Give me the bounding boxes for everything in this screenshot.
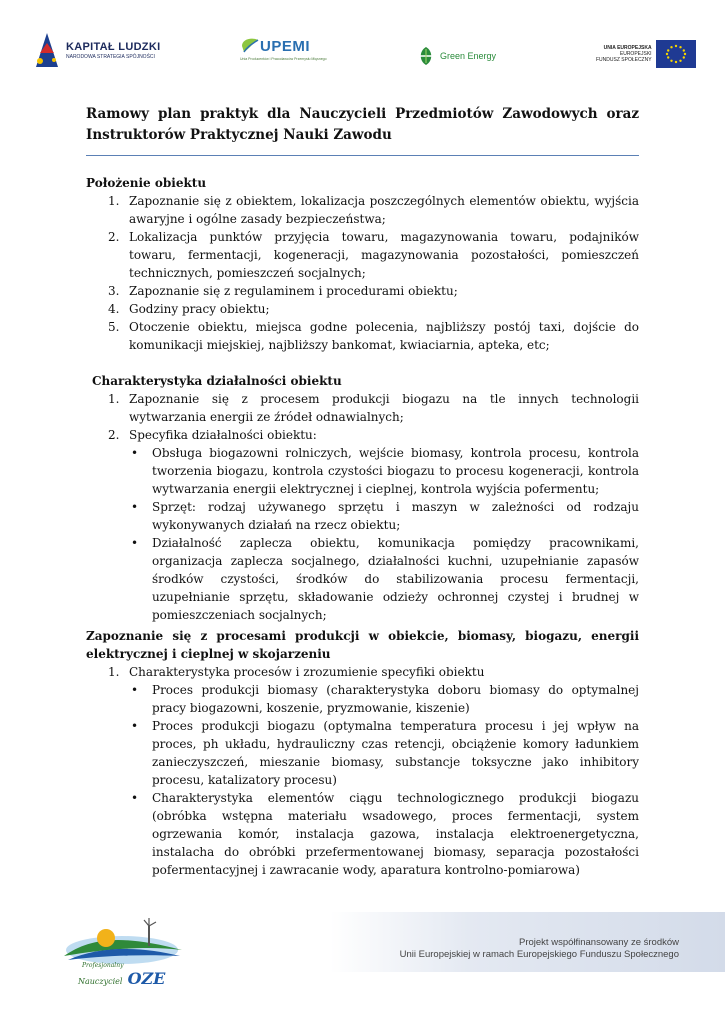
eu-line3: FUNDUSZ SPOŁECZNY	[596, 57, 652, 63]
section-procesy	[86, 627, 639, 879]
section3-bullets	[86, 681, 639, 879]
bullet-item: • Sprzęt: rodzaj używanego sprzętu i maszyn w zależności od rodzaju wykonywanych działań na rzecz obiektu;	[131, 500, 639, 532]
list-item: 2. Lokalizacja punktów przyjęcia towaru, magazynowania towaru, podajników towaru, fermentacji, kogeneracji, magazynowania pozostałości, pomieszczeń technicznych, pomieszczeń socjalnych;	[108, 230, 639, 280]
kapital-ludzki-emblem-icon	[34, 33, 60, 67]
document-title: Ramowy plan praktyk dla Nauczycieli Przedmiotów Zawodowych oraz Instruktorów Praktycznej Nauki Zawodu	[86, 106, 639, 143]
bullet-item: • Obsługa biogazowni rolniczych, wejście biomasy, kontrola procesu, kontrola tworzenia biogazu, kontrola czystości biogazu to procesu kogeneracji, kontrola wytwarzania energii elektrycznej i cieplnej, kontrola wyjścia pofermentu;	[131, 446, 639, 496]
section2-heading: Charakterystyka działalności obiektu	[92, 374, 342, 388]
list-item: 1. Charakterystyka procesów i zrozumienie specyfiki obiektu	[108, 665, 485, 679]
eu-line1: UNIA EUROPEJSKA	[603, 45, 652, 51]
footer-line2: Unii Europejskiej w ramach Europejskiego Funduszu Społecznego	[399, 949, 679, 960]
list-item: 5. Otoczenie obiektu, miejsca godne polecenia, najbliższy postój taxi, dojście do komunikacji miejskiej, najbliższy bankomat, kwiaciarnia, apteka, etc;	[108, 320, 639, 352]
section2-list	[86, 390, 639, 444]
upemi-sub: Unia Producentów i Pracodawców Przemysłu Mięsnego	[240, 57, 327, 61]
section2-bullets	[86, 444, 639, 624]
section1-heading: Położenie obiektu	[86, 176, 207, 190]
title-divider	[86, 155, 639, 156]
document-title-block	[86, 104, 639, 146]
bullet-item: • Charakterystyka elementów ciągu technologicznego produkcji biogazu (obróbka wstępna materiału wsadowego, proces fermentacji, system ogrzewania komór, instalacja gazowa, instalacja elektroenergetyczna, instalacha do obróbki przefermentowanej biomasy, separacja pozostałości pofermentacyjnej i zawracanie wody, aparatura kontrolno-pomiarowa)	[131, 791, 639, 877]
footer-line1: Projekt współfinansowany ze środków	[519, 937, 679, 948]
header-logos	[0, 0, 725, 90]
section1-list	[86, 192, 639, 354]
kapital-ludzki-name: KAPITAŁ LUDZKI	[66, 40, 161, 53]
green-energy-leaf-icon	[415, 45, 437, 67]
section3-heading: Zapoznanie się z procesami produkcji w obiekcie, biomasy, biogazu, energii elektrycznej i cieplnej w skojarzeniu	[86, 629, 639, 661]
kapital-ludzki-logo	[34, 30, 160, 70]
upemi-leaf-icon	[240, 36, 260, 56]
oze-caption	[78, 962, 165, 988]
eu-logo	[596, 34, 696, 74]
list-item: 4. Godziny pracy obiektu;	[108, 302, 270, 316]
section-charakterystyka	[86, 372, 639, 624]
oze-line2: Nauczyciel	[78, 977, 123, 986]
oze-mark: OZE	[127, 969, 166, 988]
green-energy-name: Green Energy	[440, 51, 497, 61]
oze-line1: Profesjonalny	[82, 962, 124, 969]
bullet-item: • Proces produkcji biomasy (charakterystyka doboru biomasy do optymalnej pracy biogazowni, koszenie, pryzmowanie, kiszenie)	[131, 683, 639, 715]
bullet-item: • Proces produkcji biogazu (optymalna temperatura procesu i jej wpływ na proces, ph układu, hydrauliczny czas retencji, obciążenie komory ładunkiem zanieczyszczeń, mieszanie biomasy, substancje toksyczne jako inhibitory procesu, katalizatory procesu)	[131, 719, 639, 787]
footer-cofinancing	[400, 937, 679, 961]
list-item: 3. Zapoznanie się z regulaminem i procedurami obiektu;	[108, 284, 458, 298]
upemi-logo	[240, 36, 327, 76]
list-item: 1. Zapoznanie się z procesem produkcji biogazu na tle innych technologii wytwarzania energii ze źródeł odnawialnych;	[108, 392, 639, 424]
section3-list	[86, 663, 639, 681]
kapital-ludzki-sub: NARODOWA STRATEGIA SPÓJNOŚCI	[66, 53, 155, 60]
list-item: 2. Specyfika działalności obiektu:	[108, 428, 317, 442]
eu-line2: EUROPEJSKI	[619, 51, 652, 57]
section-polozenie	[86, 174, 639, 354]
green-energy-logo	[415, 36, 496, 76]
upemi-name: UPEMI	[260, 37, 311, 55]
bullet-item: • Działalność zaplecza obiektu, komunikacja pomiędzy pracownikami, organizacja zaplecza socjalnego, działalności kuchni, uzupełnianie zapasów środków czystości, środków do stabilizowania procesu fermentacji, uzupełnianie sprzętu, składowanie odzieży ochronnej czystej i brudnej w pomieszczeniach socjalnych;	[131, 536, 639, 622]
eu-flag-icon	[656, 40, 696, 68]
list-item: 1. Zapoznanie się z obiektem, lokalizacja poszczególnych elementów obiektu, wyjścia awaryjne i ogólne zasady bezpieczeństwa;	[108, 194, 639, 226]
